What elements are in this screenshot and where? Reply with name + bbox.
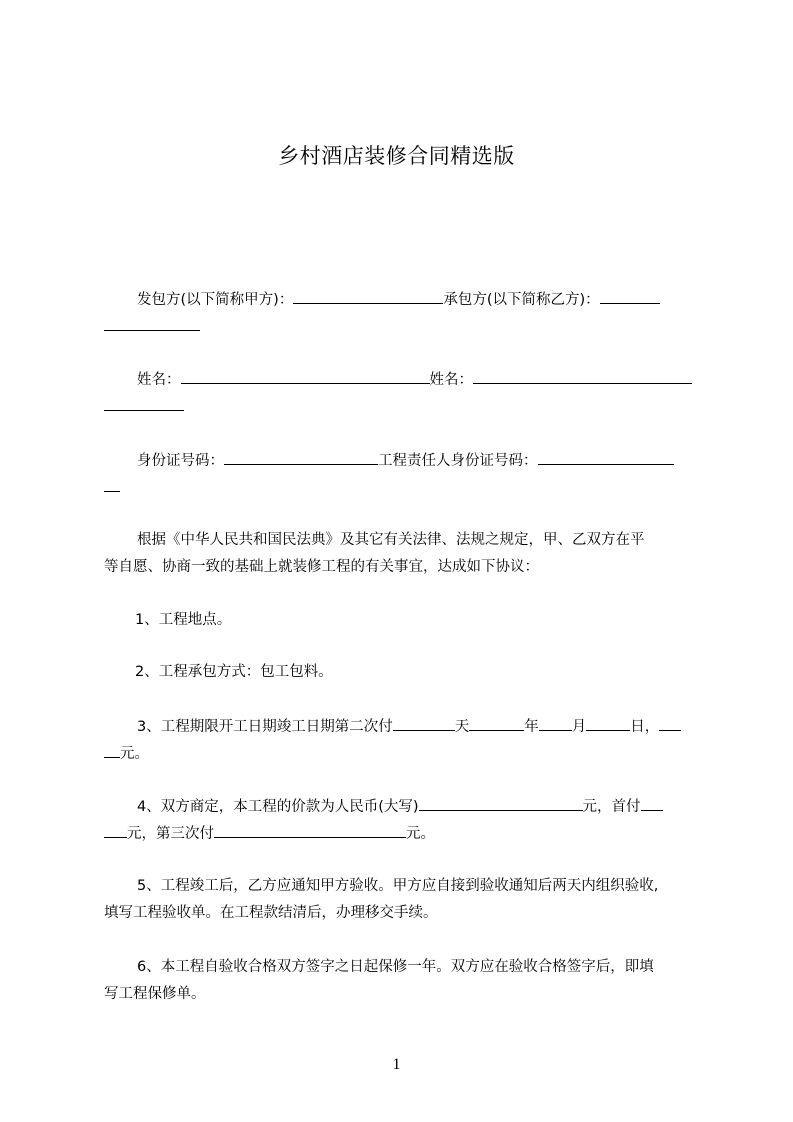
name-blank-b-cont[interactable]	[104, 396, 184, 411]
clause-1	[104, 607, 704, 634]
days-blank[interactable]	[393, 716, 455, 731]
preamble-line-1: 根据《中华人民共和国民法典》及其它有关法律、法规之规定，甲、乙双方在平	[137, 532, 645, 548]
party-line	[104, 287, 704, 341]
employer-blank[interactable]	[293, 289, 443, 304]
page-number: 1	[392, 1056, 401, 1073]
clause-6-line-2: 写工程保修单。	[104, 986, 206, 1002]
year-blank[interactable]	[469, 716, 524, 731]
clause-3	[104, 714, 704, 768]
clause-5-line-1: 5、工程竣工后，乙方应通知甲方验收。甲方应自接到验收通知后两天内组织验收,	[137, 878, 659, 894]
clause-4	[104, 794, 704, 848]
third-payment-label: 元，第三次付	[127, 826, 214, 842]
id-label: 身份证号码：	[137, 453, 224, 469]
document-title: 乡村酒店装修合同精选版	[278, 144, 515, 168]
name-blank-b[interactable]	[473, 369, 692, 384]
clause-4-text: 4、双方商定，本工程的价款为人民币(大写)	[137, 799, 419, 815]
preamble	[104, 527, 704, 581]
clause-5-line-2: 填写工程验收单。在工程款结清后，办理移交手续。	[104, 905, 438, 921]
contractor-blank-cont[interactable]	[104, 316, 200, 331]
first-payment-label: 元，首付	[582, 799, 641, 815]
name-label-b: 姓名：	[429, 372, 473, 388]
date-label: 日，	[630, 719, 660, 735]
clause-2	[104, 659, 704, 686]
employer-label: 发包方(以下简称甲方)：	[137, 292, 294, 308]
clause-6	[104, 954, 704, 1008]
clause-1-text: 1、工程地点。	[135, 612, 232, 628]
manager-id-blank-cont[interactable]	[104, 477, 120, 492]
name-blank-a[interactable]	[181, 369, 430, 384]
third-payment-blank[interactable]	[214, 823, 406, 838]
date-blank[interactable]	[586, 716, 630, 731]
id-blank[interactable]	[224, 450, 378, 465]
id-line	[104, 448, 704, 502]
clause-6-line-1: 6、本工程自验收合格双方签字之日起保修一年。双方应在验收合格签字后，即填	[137, 959, 654, 975]
month-blank[interactable]	[539, 716, 572, 731]
amount-blank-cont[interactable]	[104, 743, 120, 758]
day-label: 天	[454, 719, 470, 735]
yuan-end-label: 元。	[406, 826, 435, 842]
name-label-a: 姓名：	[137, 372, 181, 388]
name-line	[104, 367, 704, 421]
first-payment-blank[interactable]	[641, 796, 663, 811]
manager-id-label: 工程责任人身份证号码：	[378, 453, 538, 469]
contractor-label: 承包方(以下简称乙方)：	[443, 292, 600, 308]
yuan-label: 元。	[120, 746, 149, 762]
clause-5	[104, 873, 704, 927]
year-label: 年	[524, 719, 539, 735]
clause-3-text: 3、工程期限开工日期竣工日期第二次付	[137, 719, 393, 735]
contractor-blank[interactable]	[600, 289, 660, 304]
manager-id-blank[interactable]	[538, 450, 674, 465]
first-payment-blank-cont[interactable]	[104, 823, 127, 838]
amount-blank[interactable]	[659, 716, 681, 731]
price-blank[interactable]	[419, 796, 583, 811]
clause-2-text: 2、工程承包方式：包工包料。	[135, 664, 333, 680]
month-label: 月	[571, 719, 587, 735]
preamble-line-2: 等自愿、协商一致的基础上就装修工程的有关事宜，达成如下协议：	[104, 559, 539, 575]
